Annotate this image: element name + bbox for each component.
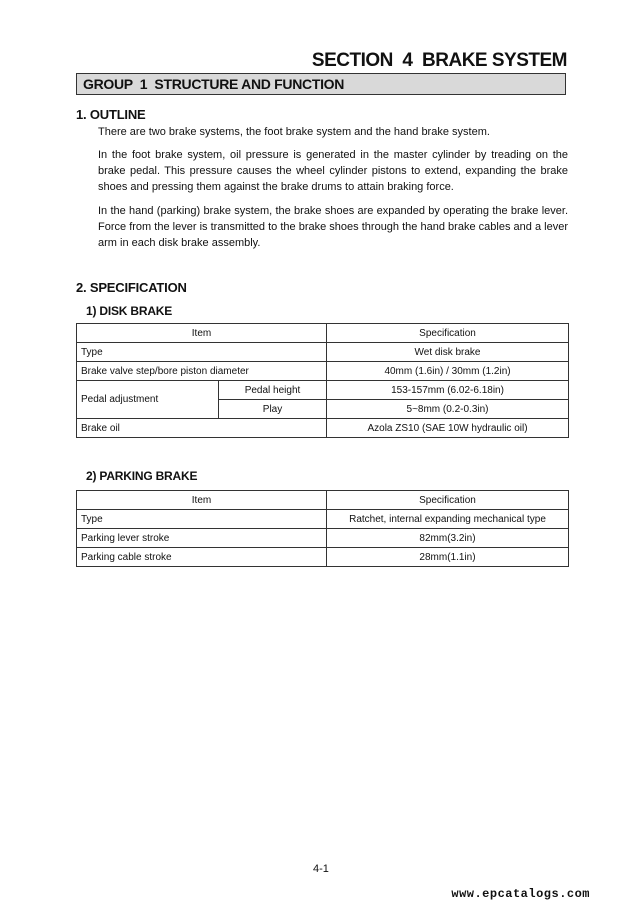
specification-heading: 2. SPECIFICATION: [76, 280, 187, 295]
group-header-bar: [76, 73, 566, 95]
sub-label: Pedal height: [219, 381, 327, 400]
row-label: Brake valve step/bore piston diameter: [77, 362, 327, 381]
disk-brake-table: [76, 323, 569, 438]
row-value: Wet disk brake: [327, 343, 569, 362]
parking-brake-heading: 2) PARKING BRAKE: [86, 469, 198, 483]
table-row: [77, 529, 569, 548]
parking-brake-table: [76, 490, 569, 567]
row-label: Brake oil: [77, 419, 327, 438]
section-title: SECTION 4 BRAKE SYSTEM: [311, 50, 567, 71]
outline-paragraph-2: In the foot brake system, oil pressure is generated in the master cylinder by treading on the brake pedal. This pressure causes the wheel cylinder pistons to extend, expanding the brake shoes and pressing them against the brake drums to attain braking force.: [98, 149, 568, 193]
table-header-row: [77, 491, 569, 510]
row-label: Parking cable stroke: [77, 548, 327, 567]
table-row: [77, 419, 569, 438]
header-specification: Specification: [327, 491, 569, 510]
sub-label: Play: [219, 400, 327, 419]
row-value: 153-157mm (6.02-6.18in): [327, 381, 569, 400]
row-value: 28mm(1.1in): [327, 548, 569, 567]
row-value: Azola ZS10 (SAE 10W hydraulic oil): [327, 419, 569, 438]
table-row: [77, 381, 569, 400]
row-label: Type: [77, 343, 327, 362]
row-label: Parking lever stroke: [77, 529, 327, 548]
table-row: [77, 548, 569, 567]
outline-paragraph-1: There are two brake systems, the foot brake system and the hand brake system.: [98, 126, 490, 138]
row-value: Ratchet, internal expanding mechanical type: [327, 510, 569, 529]
page-number: 4-1: [313, 863, 329, 875]
row-value: 40mm (1.6in) / 30mm (1.2in): [327, 362, 569, 381]
header-specification: Specification: [327, 324, 569, 343]
table-row: [77, 343, 569, 362]
header-item: Item: [77, 491, 327, 510]
group-title: GROUP 1 STRUCTURE AND FUNCTION: [83, 76, 345, 92]
table-header-row: [77, 324, 569, 343]
table-row: [77, 510, 569, 529]
watermark: www.epcatalogs.com: [451, 887, 590, 901]
table-row: [77, 362, 569, 381]
row-label: Type: [77, 510, 327, 529]
row-value: 5~8mm (0.2-0.3in): [327, 400, 569, 419]
header-item: Item: [77, 324, 327, 343]
disk-brake-heading: 1) DISK BRAKE: [86, 304, 173, 318]
outline-paragraph-3: In the hand (parking) brake system, the brake shoes are expanded by operating the brake lever. Force from the lever is transmitted to the brake shoes through the hand brake cables and a lever arm in each disk brake assembly.: [98, 205, 568, 249]
outline-heading: 1. OUTLINE: [76, 107, 146, 122]
row-value: 82mm(3.2in): [327, 529, 569, 548]
row-label: Pedal adjustment: [77, 381, 219, 419]
